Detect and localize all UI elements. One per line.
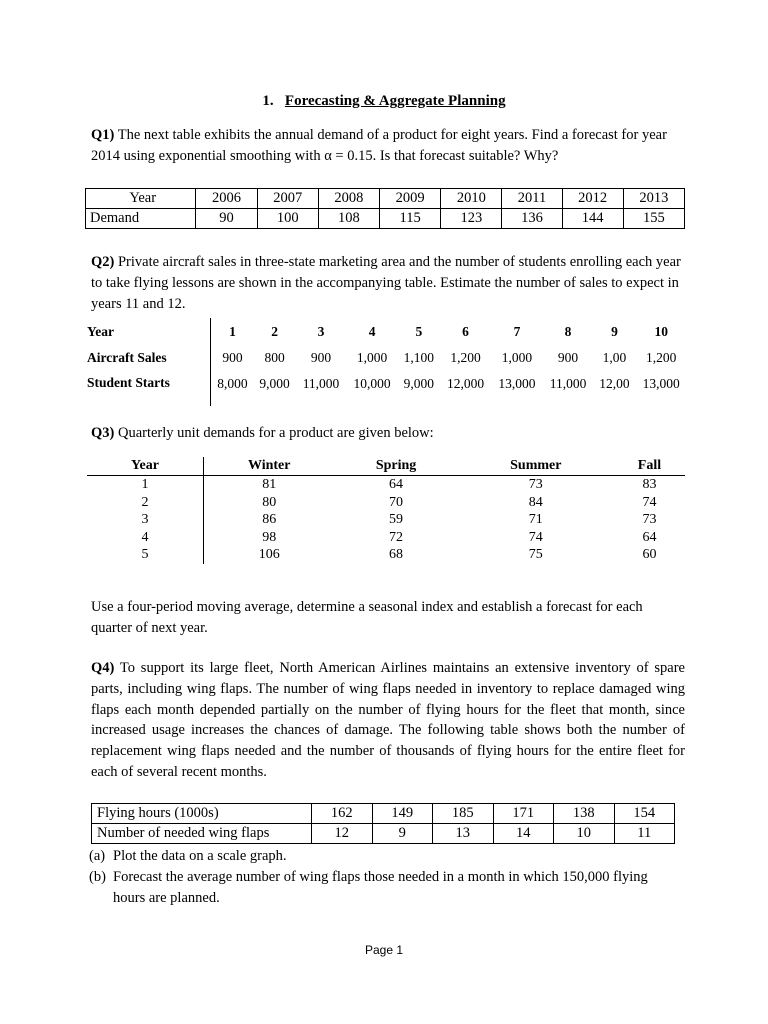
table-cell: 8,000 (217, 376, 248, 391)
table-cell: 106 (258, 547, 280, 563)
q1-text: The next table exhibits the annual demand of a product for eight years. Find a forecast for year 2014 using exponential smoothing with α = 0.15. Is that forecast suitable? Why? (91, 127, 667, 164)
table-row (87, 511, 685, 529)
table-header-cell: Spring (334, 457, 457, 476)
table-cell: 1,100 (403, 350, 434, 365)
table-row (87, 457, 685, 476)
table-header-cell: Year (87, 457, 204, 476)
q4-item-b-continued (89, 888, 689, 909)
table-cell: 2013 (623, 189, 684, 209)
table-cell: 149 (372, 804, 433, 824)
table-row (92, 824, 675, 844)
q4-item-b (89, 867, 689, 888)
q4-paragraph (91, 658, 685, 783)
table-cell: 70 (389, 494, 404, 510)
table-row (86, 209, 685, 229)
section-number: 1. (262, 93, 274, 109)
table-row (87, 494, 685, 512)
table-cell: 1,200 (450, 350, 481, 365)
table-cell: 80 (262, 494, 277, 510)
page-number: Page 1 (364, 943, 404, 957)
table-row (92, 804, 675, 824)
table-cell: Demand (86, 209, 196, 229)
table-cell: 4 (368, 323, 376, 339)
table-cell: 14 (493, 824, 554, 844)
table-row (87, 476, 685, 494)
table-cell: 100 (257, 209, 318, 229)
table-cell: 1,200 (646, 350, 677, 365)
item-text: Forecast the average number of wing flaps those needed in a month in which 150,000 flying (113, 869, 648, 885)
table-cell: 154 (614, 804, 675, 824)
table-cell: Year (86, 189, 196, 209)
table-cell: 11,000 (302, 376, 340, 391)
table-cell: 74 (528, 529, 543, 545)
table-cell: 72 (389, 529, 404, 545)
table-cell: 86 (262, 512, 277, 528)
table-cell: 900 (557, 350, 579, 365)
table-cell: 81 (262, 477, 277, 492)
table-cell: 155 (623, 209, 684, 229)
table-cell: 9 (611, 323, 618, 339)
table-cell: 108 (318, 209, 379, 229)
table-cell: 3 (317, 323, 325, 339)
table-cell: 2011 (502, 189, 562, 209)
table-cell: 2006 (196, 189, 257, 209)
table-cell: Aircraft Sales (87, 345, 211, 371)
table-cell: 900 (222, 350, 243, 365)
table-cell: 800 (264, 350, 285, 365)
q2-label: Q2) (91, 254, 115, 270)
table-cell: 13,000 (642, 376, 680, 391)
table-cell: 2009 (380, 189, 441, 209)
table-cell: 60 (642, 547, 657, 563)
q3-followup: Use a four-period moving average, determine a seasonal index and establish a forecast for each quarter of next year. (91, 599, 643, 636)
item-label: (b) (89, 869, 106, 885)
table-cell: Flying hours (1000s) (92, 804, 312, 824)
table-cell: 83 (642, 477, 657, 492)
table-cell: 75 (528, 547, 543, 563)
table-cell: 73 (528, 477, 543, 492)
table-cell: 1 (87, 476, 204, 494)
item-text: Plot the data on a scale graph. (113, 848, 287, 864)
table-cell: 12 (312, 824, 373, 844)
table-cell: 84 (528, 494, 543, 510)
table-cell: 68 (389, 547, 404, 563)
table-cell: 1,000 (501, 350, 533, 365)
table-cell: 2 (87, 494, 204, 512)
table-cell: 138 (554, 804, 615, 824)
q3-paragraph (91, 423, 685, 444)
table-cell: 1 (229, 323, 236, 339)
table-cell: 59 (389, 512, 404, 528)
table-cell: 74 (642, 494, 657, 510)
table-cell: 123 (441, 209, 502, 229)
table-cell: 13,000 (498, 376, 536, 391)
table-row (87, 371, 687, 406)
table-cell: 73 (642, 512, 657, 528)
table-cell: 9,000 (259, 376, 290, 391)
q4-item-a (89, 846, 689, 867)
table-cell: 2010 (441, 189, 502, 209)
table-cell: 8 (564, 323, 572, 339)
table-cell: 1,00 (602, 350, 627, 365)
table-cell: 5 (87, 546, 204, 564)
table-cell: 13 (433, 824, 494, 844)
section-heading (0, 93, 768, 110)
table-cell: 144 (562, 209, 623, 229)
table-cell: 900 (310, 350, 332, 365)
table-cell: 136 (502, 209, 562, 229)
table-cell: Year (87, 318, 211, 345)
table-cell: 64 (389, 477, 404, 492)
table-cell: 64 (642, 529, 657, 545)
table-row (87, 546, 685, 564)
q4-wing-flaps-table (91, 803, 675, 844)
table-cell: 185 (433, 804, 494, 824)
table-cell: 2012 (562, 189, 623, 209)
table-row (87, 529, 685, 547)
table-header-cell: Fall (614, 457, 685, 476)
q2-text: Private aircraft sales in three-state marketing area and the number of students enrolling each year to take flying lessons are shown in the accompanying table. Estimate the number of sales to expect in years 11 and 12. (91, 254, 681, 312)
table-cell: 162 (312, 804, 373, 824)
table-row (86, 189, 685, 209)
table-cell: 12,000 (446, 376, 485, 391)
table-cell: 10 (654, 323, 668, 339)
table-cell: Number of needed wing flaps (92, 824, 312, 844)
q2-paragraph (91, 252, 685, 314)
q3-label: Q3) (91, 425, 115, 441)
item-label: (a) (89, 848, 106, 864)
q4-label: Q4) (91, 660, 115, 676)
table-row (87, 345, 687, 371)
table-cell: 171 (493, 804, 554, 824)
table-cell: 2008 (318, 189, 379, 209)
q3-text: Quarterly unit demands for a product are given below: (114, 425, 434, 441)
table-cell: 71 (528, 512, 543, 528)
table-cell: 2 (271, 323, 278, 339)
item-text: hours are planned. (113, 890, 220, 906)
table-cell: 4 (87, 529, 204, 547)
table-cell: 115 (380, 209, 441, 229)
table-cell: 2007 (257, 189, 318, 209)
table-cell: 6 (462, 323, 469, 339)
table-cell: 5 (415, 323, 423, 339)
table-cell: Student Starts (87, 371, 211, 406)
table-cell: 10,000 (353, 376, 391, 391)
table-cell: 98 (262, 529, 277, 545)
table-row (87, 318, 687, 345)
q1-demand-table (85, 188, 685, 229)
table-cell: 9 (372, 824, 433, 844)
q3-quarterly-table (87, 457, 685, 564)
section-title: Forecasting & Aggregate Planning (284, 93, 506, 109)
table-cell: 12,00 (599, 376, 630, 391)
table-cell: 11 (614, 824, 675, 844)
q4-text: To support its large fleet, North American Airlines maintains an extensive inventory of spare parts, including wing flaps. The number of wing flaps needed in inventory to replace damaged wing flaps each month depended partially on the number of flying hours for the fleet that month, since increased usage increases the chances of damage. The following table shows both the number of replacement wing flaps needed and the number of thousands of flying hours for the entire fleet for each of several recent months. (91, 660, 685, 780)
q2-aircraft-table (87, 318, 687, 406)
table-cell: 11,000 (549, 376, 587, 391)
table-cell: 90 (196, 209, 257, 229)
table-cell: 10 (554, 824, 615, 844)
table-cell: 9,000 (403, 376, 434, 391)
q1-label: Q1) (91, 127, 115, 143)
table-cell: 3 (87, 511, 204, 529)
table-cell: 7 (513, 323, 521, 339)
table-header-cell: Winter (204, 457, 335, 476)
q1-paragraph (91, 125, 685, 167)
table-header-cell: Summer (458, 457, 614, 476)
table-cell: 1,000 (356, 350, 388, 365)
